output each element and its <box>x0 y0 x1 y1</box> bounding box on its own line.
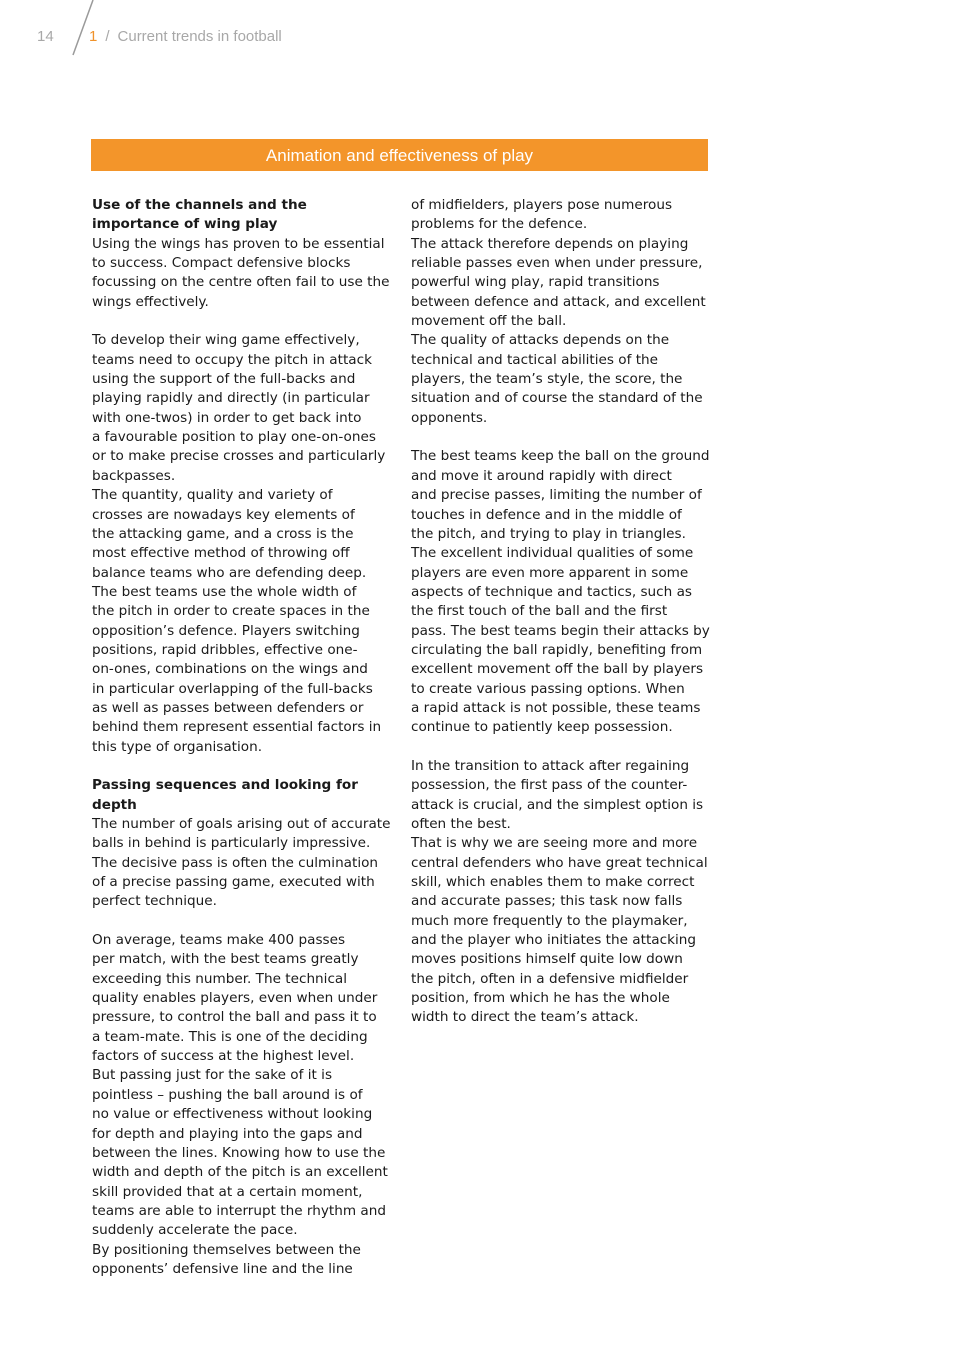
paragraph-gap <box>92 912 392 931</box>
left-column <box>92 196 392 1279</box>
right-column <box>411 196 711 1028</box>
chapter-number: 1 <box>89 28 98 45</box>
paragraph: The quality of attacks depends on the technical and tactical abilities of the players, the team’s style, the score, the situation and of course the standard of the opponents. <box>411 332 703 426</box>
paragraph: of midfielders, players pose numerous problems for the defence. <box>411 197 673 233</box>
paragraph: But passing just for the sake of it is pointless – pushing the ball around is of no value or effectiveness without looking for depth and playing into the gaps and between the lines. Knowing how to use the width and depth of the pitch is an excellent skill provided that at a certain moment, teams are able to interrupt the rhythm and suddenly accelerate the pace. <box>92 1067 388 1239</box>
paragraph-gap <box>92 757 392 776</box>
paragraph-gap <box>411 428 711 447</box>
paragraph: The best teams keep the ball on the ground and move it around rapidly with direct and precise passes, limiting the number of touches in defence and in the middle of the pitch, and trying to play in triangles. <box>411 448 710 542</box>
paragraph-gap <box>92 312 392 331</box>
paragraph: The excellent individual qualities of some players are even more apparent in some aspects of technique and tactics, such as the first touch of the ball and the first pass. The best teams begin their attacks by circulating the ball rapidly, benefiting from excellent movement off the ball by players to create various passing options. When a rapid attack is not possible, these teams continue to patiently keep possession. <box>411 545 710 736</box>
section-banner-title: Animation and effectiveness of play <box>265 146 534 165</box>
subheading-wing-play: Use of the channels and the importance of wing play <box>92 197 307 233</box>
page-number: 14 <box>37 28 54 45</box>
paragraph: Using the wings has proven to be essential to success. Compact defensive blocks focussing on the centre often fail to use the wings effectively. <box>92 235 390 310</box>
paragraph: On average, teams make 400 passes per match, with the best teams greatly exceeding this number. The technical quality enables players, even when under pressure, to control the ball and pass it to a team-mate. This is one of the deciding factors of success at the highest level. <box>92 932 378 1065</box>
paragraph: The number of goals arising out of accurate balls in behind is particularly impressive. The decisive pass is often the culmination of a precise passing game, executed with perfect technique. <box>92 816 391 910</box>
chapter-title: Current trends in football <box>117 28 282 45</box>
section-banner <box>91 139 708 171</box>
paragraph-gap <box>411 738 711 757</box>
chapter-separator: / <box>105 28 110 45</box>
subheading-passing: Passing sequences and looking for depth <box>92 777 358 813</box>
paragraph: The attack therefore depends on playing reliable passes even when under pressure, powerful wing play, rapid transitions between defence and attack, and excellent movement off the ball. <box>411 235 706 330</box>
paragraph: To develop their wing game effectively, teams need to occupy the pitch in attack using the support of the full-backs and playing rapidly and directly (in particular with one-twos) in order to get back into a favourable position to play one-on-ones or to make precise crosses and particularly backpasses. <box>92 332 386 484</box>
paragraph: That is why we are seeing more and more central defenders who have great technical skill, which enables them to make correct and accurate passes; this task now falls much more frequently to the playmaker, and the player who initiates the attacking moves positions himself quite low down the pitch, often in a defensive midfielder position, from which he has the whole width to direct the team’s attack. <box>411 835 708 1026</box>
paragraph: The best teams use the whole width of the pitch in order to create spaces in the opposition’s defence. Players switching positions, rapid dribbles, effective one- on-ones, combinations on the wings and in particular overlapping of the full-backs as well as passes between defenders or behind them represent essential factors in this type of organisation. <box>92 583 382 755</box>
paragraph: By positioning themselves between the opponents’ defensive line and the line <box>92 1241 361 1277</box>
paragraph: The quantity, quality and variety of crosses are nowadays key elements of the attacking game, and a cross is the most effective method of throwing off balance teams who are defending deep. <box>92 487 367 581</box>
chapter-heading <box>89 28 282 45</box>
paragraph: In the transition to attack after regaining possession, the first pass of the counter- attack is crucial, and the simplest option is often the best. <box>411 757 704 832</box>
